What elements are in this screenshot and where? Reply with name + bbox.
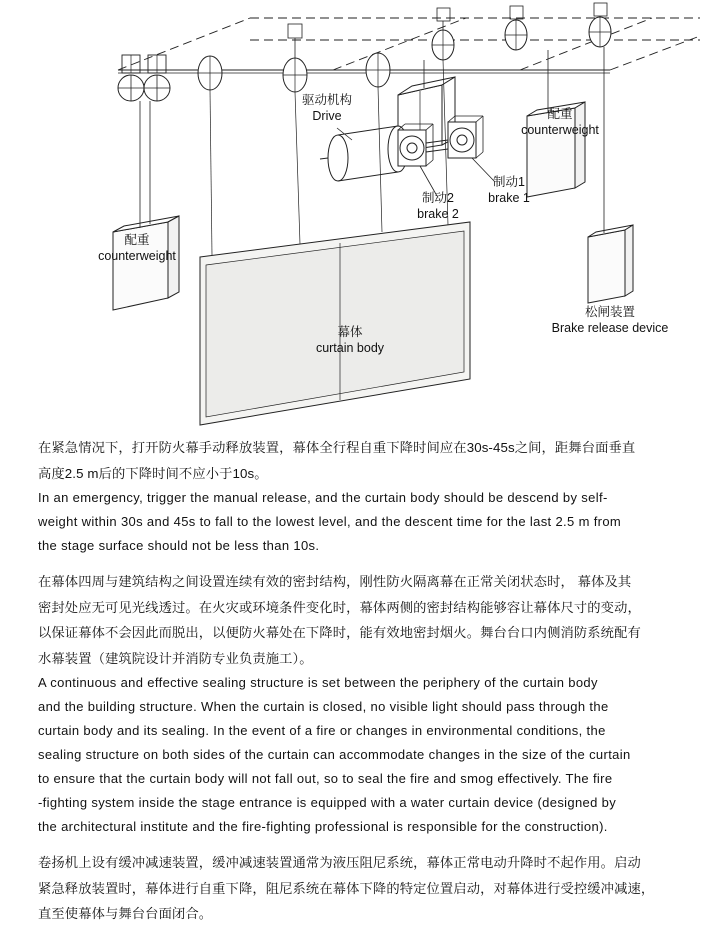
paragraph-2-en-line-3: curtain body and its sealing. In the event of a fire or changes in environmental conditions, the bbox=[38, 723, 606, 738]
paragraph-2-cn-line-2: 密封处应无可见光线透过。在火灾或环境条件变化时，幕体两侧的密封结构能够容让幕体尺寸的变动， bbox=[38, 599, 641, 615]
diagram-svg bbox=[0, 0, 722, 435]
paragraph-2-cn-line-3: 以保证幕体不会因此而脱出，以便防火幕处在下降时，能有效地密封烟火。舞台台口内侧消防系统配有 bbox=[38, 625, 641, 640]
paragraph-2-cn-line-1: 在幕体四周与建筑结构之间设置连续有效的密封结构，刚性防火隔离幕在正常关闭状态时， 幕体及其 bbox=[38, 574, 632, 589]
paragraph-2-en-line-6: -fighting system inside the stage entrance is equipped with a water curtain device (designed by bbox=[38, 795, 617, 810]
fire-curtain-diagram bbox=[0, 0, 722, 435]
paragraph-3-cn-line-1: 卷扬机上设有缓冲减速装置，缓冲减速装置通常为液压阻尼系统，幕体正常电动升降时不起作用。启动 bbox=[38, 855, 641, 870]
paragraph-2 bbox=[0, 569, 722, 839]
paragraph-3-cn-line-3: 直至使幕体与舞台台面闭合。 bbox=[38, 906, 213, 921]
label-brake-1: 制动1 brake 1 bbox=[488, 175, 530, 205]
label-drive: 驱动机构 Drive bbox=[301, 93, 352, 123]
paragraph-1-cn-line-2: 高度2.5 m后的下降时间不应小于10s。 bbox=[38, 465, 268, 481]
paragraph-1-en-line-2: weight within 30s and 45s to fall to the lowest level, and the descent time for the last 2.5 m from bbox=[38, 514, 622, 529]
paragraph-1-en-line-1: In an emergency, trigger the manual release, and the curtain body should be descend by self- bbox=[38, 490, 608, 505]
label-counterweight-left: 配重 counterweight bbox=[98, 233, 176, 263]
paragraph-2-en-line-7: the architectural institute and the fire-fighting professional is responsible for the construction). bbox=[38, 819, 608, 834]
paragraph-2-en-line-1: A continuous and effective sealing structure is set between the periphery of the curtain body bbox=[38, 675, 598, 690]
label-counterweight-right: 配重 counterweight bbox=[521, 107, 599, 137]
paragraph-spacer-1 bbox=[0, 558, 722, 569]
paragraph-3-cn-line-2: 紧急释放装置时，幕体进行自重下降，阻尼系统在幕体下降的特定位置启动，对幕体进行受控缓冲减速， bbox=[38, 880, 655, 896]
paragraph-2-en-line-4: sealing structure on both sides of the curtain can accommodate changes in the size of the curtain bbox=[38, 747, 631, 762]
paragraph-spacer-2 bbox=[0, 839, 722, 850]
paragraph-1-cn-line-1: 在紧急情况下，打开防火幕手动释放装置，幕体全行程自重下降时间应在30s-45s之间，距舞台面垂直 bbox=[38, 440, 636, 455]
paragraph-3 bbox=[0, 850, 722, 927]
label-curtain-body: 幕体 curtain body bbox=[315, 325, 385, 355]
paragraph-1-en-line-3: the stage surface should not be less than 10s. bbox=[38, 538, 320, 553]
document-text bbox=[0, 435, 722, 921]
paragraph-2-en-line-5: to ensure that the curtain body will not fall out, so to seal the fire and smog effectively. The fire bbox=[38, 771, 613, 786]
label-brake-release-device: 松闸装置 Brake release device bbox=[551, 305, 669, 335]
label-brake-2: 制动2 brake 2 bbox=[417, 191, 459, 221]
paragraph-2-cn-line-4: 水幕装置（建筑院设计并消防专业负责施工）。 bbox=[38, 650, 313, 666]
paragraph-1 bbox=[0, 435, 722, 558]
paragraph-2-en-line-2: and the building structure. When the curtain is closed, no visible light should pass through the bbox=[38, 699, 609, 714]
